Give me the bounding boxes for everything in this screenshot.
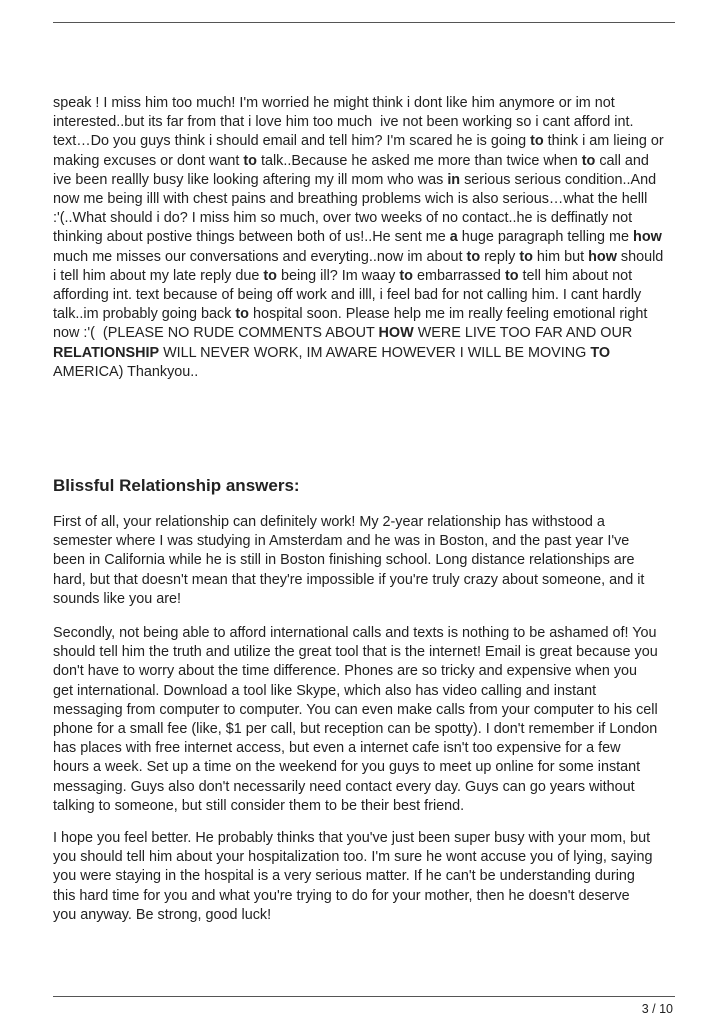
question-line: now me being illl with chest pains and breathing problems wich is also serious…what the helll xyxy=(53,191,648,208)
question-text xyxy=(53,94,693,382)
question-line: speak ! I miss him too much! I'm worried he might think i dont like him anymore or im not xyxy=(53,95,615,111)
question-line: i tell him about my late reply due to being ill? Im waay to embarrassed to tell him about not xyxy=(53,267,633,284)
header-rule xyxy=(53,22,675,23)
question-line: :'(..What should i do? I miss him so much, over two weeks of no contact..he is deffinatly not xyxy=(53,210,633,227)
question-line: much me misses our conversations and everyting..now im about to reply to him but how should xyxy=(53,248,664,265)
answers-heading: Blissful Relationship answers: xyxy=(53,476,300,495)
question-line: making excuses or dont want to talk..Because he asked me more than twice when to call and xyxy=(53,152,649,169)
question-line: interested..but its far from that i love him too much ive not been working so i cant afford int. xyxy=(53,114,634,131)
answer-paragraph-1: First of all, your relationship can definitely work! My 2-year relationship has withstood a semester where I was studying in Amsterdam and he was in Boston, and the past year I've been in California while he is still in Boston finishing school. Long distance relationships are hard, but that doesn't mean that they're impossible if you're truly crazy about someone, and it sounds like you are! xyxy=(53,514,645,607)
answer-paragraph-3: I hope you feel better. He probably thinks that you've just been super busy with your mom, but you should tell him about your hospitalization too. I'm sure he wont accuse you of lying, saying you were staying in the hospital is a very serious matter. If he can't be understanding during this hard time for you and what you're trying to do for your mother, then he doesn't deserve you anyway. Be strong, good luck! xyxy=(53,830,653,923)
footer-rule xyxy=(53,996,675,997)
page-number: 3 / 10 xyxy=(641,1002,673,1016)
question-line: affording int. text because of being off work and illl, i feel bad for not calling him. I cant hardly xyxy=(53,287,642,304)
question-line: text…Do you guys think i should email and tell him? I'm scared he is going to think i am lieing or xyxy=(53,133,664,150)
question-line: thinking about postive things between both of us!..He sent me a huge paragraph telling me how xyxy=(53,229,662,246)
answer-paragraph-2: Secondly, not being able to afford international calls and texts is nothing to be ashamed of! You should tell him the truth and utilize the great tool that is the internet! Email is great because you don't have to worry about the time difference. Phones are so tricky and expensive when you get international. Download a tool like Skype, which also has video calling and instant messaging from computer to computer. You can even make calls from your computer to his cell phone for a small fee (like, $1 per call, but reception can be spotty). I don't remember if London has places with free internet access, but even a internet cafe isn't too expensive for a few hours a week. Set up a time on the weekend for you guys to meet up online for some instant messaging. Guys also don't necessarily need contact every day. Guys can go years without talking to someone, but still consider them to be their best friend. xyxy=(53,625,658,814)
question-line: ive been reallly busy like looking aftering my ill mom who was in serious serious condition..And xyxy=(53,171,657,188)
question-line: talk..im probably going back to hospital soon. Please help me im really feeling emotional right xyxy=(53,306,648,323)
question-line: RELATIONSHIP WILL NEVER WORK, IM AWARE HOWEVER I WILL BE MOVING TO xyxy=(53,344,611,361)
question-line: now :'( (PLEASE NO RUDE COMMENTS ABOUT HOW WERE LIVE TOO FAR AND OUR xyxy=(53,325,633,342)
question-line: AMERICA) Thankyou.. xyxy=(53,363,199,380)
